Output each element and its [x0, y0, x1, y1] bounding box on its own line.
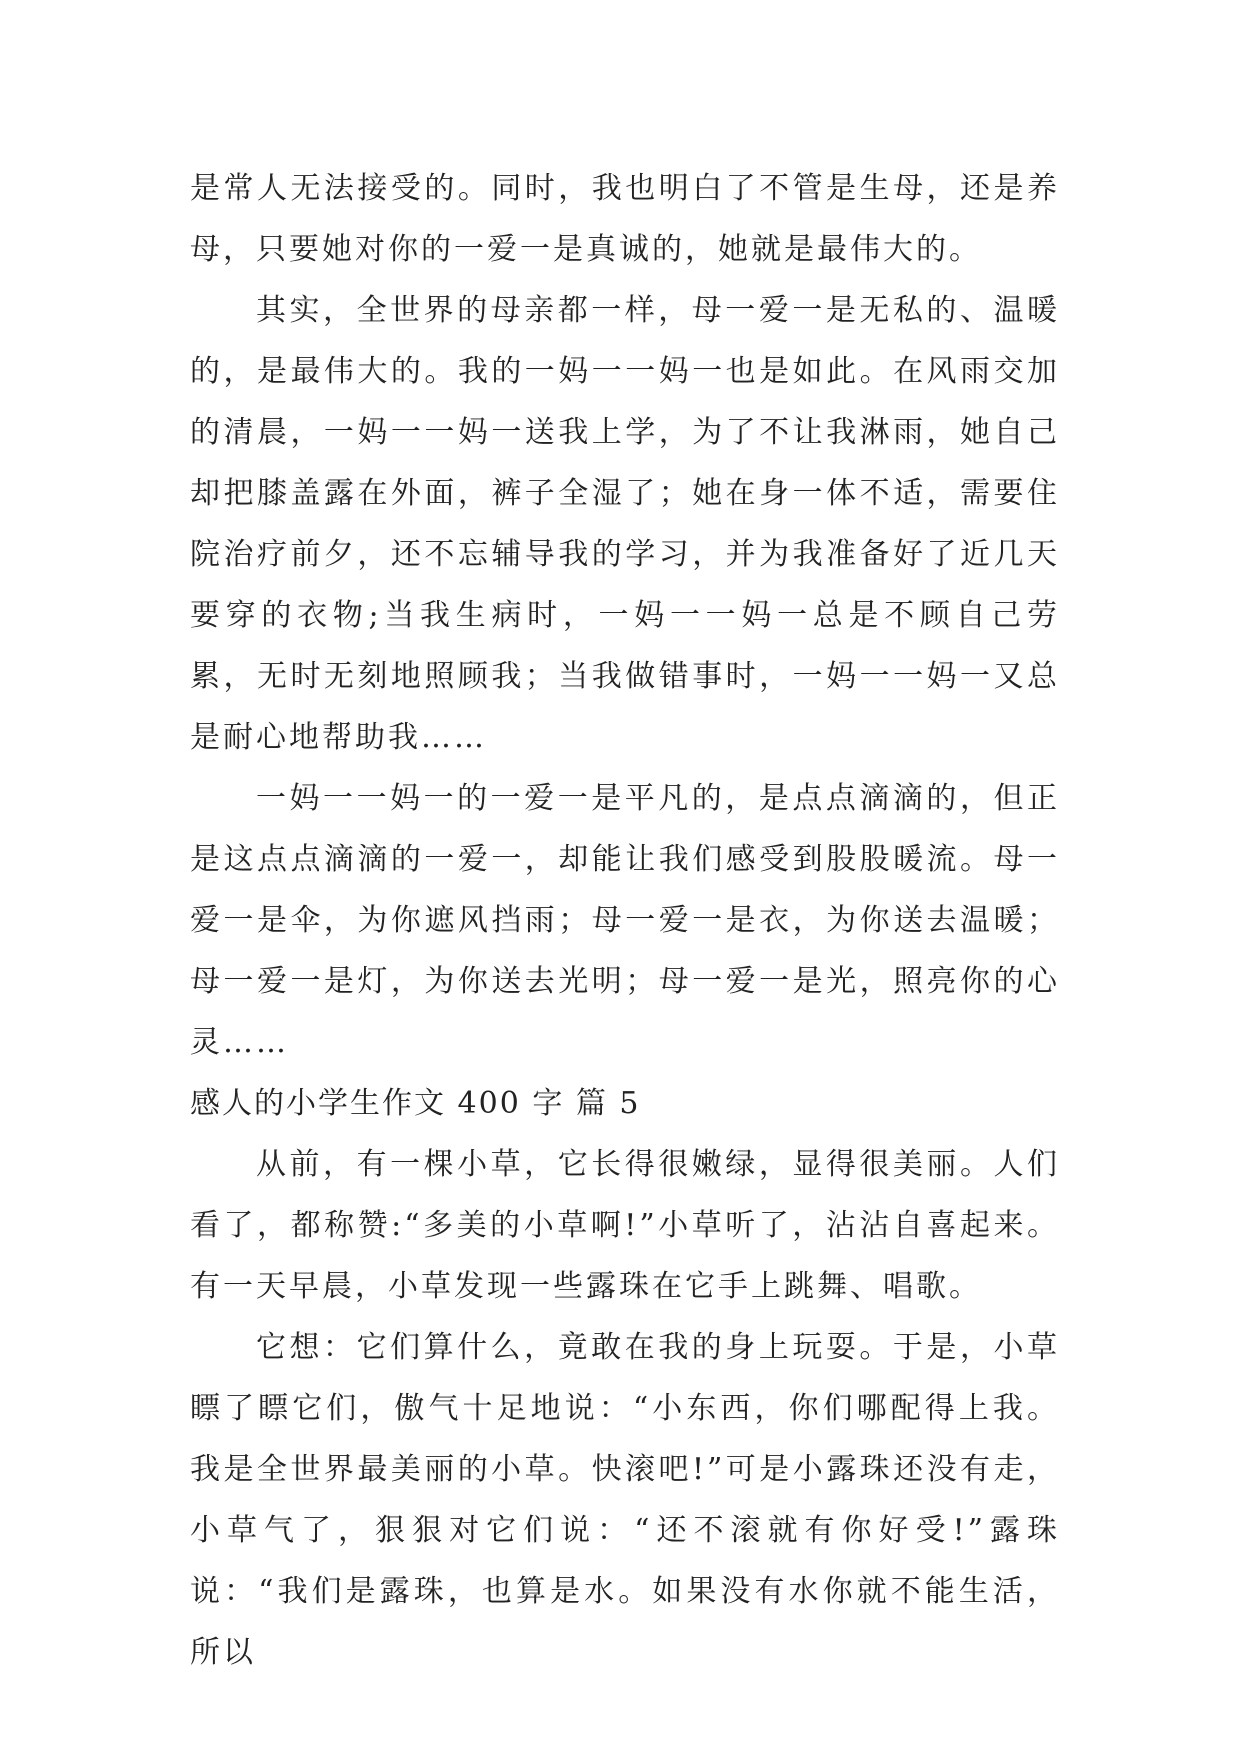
- document-body: [190, 158, 1060, 1683]
- paragraph-2: 其实，全世界的母亲都一样，母一爱一是无私的、温暖的，是最伟大的。我的一妈一一妈一也是如此。在风雨交加的清晨，一妈一一妈一送我上学，为了不让我淋雨，她自己却把膝盖露在外面，裤子全湿了；她在身一体不适，需要住院治疗前夕，还不忘辅导我的学习，并为我准备好了近几天要穿的衣物;当我生病时，一妈一一妈一总是不顾自己劳累，无时无刻地照顾我；当我做错事时，一妈一一妈一又总是耐心地帮助我……: [190, 293, 1060, 755]
- paragraph-4: 从前，有一棵小草，它长得很嫩绿，显得很美丽。人们看了，都称赞:“多美的小草啊!”小草听了，沾沾自喜起来。有一天早晨，小草发现一些露珠在它手上跳舞、唱歌。: [190, 1147, 1060, 1304]
- paragraph-1: 是常人无法接受的。同时，我也明白了不管是生母，还是养母，只要她对你的一爱一是真诚的，她就是最伟大的。: [190, 171, 1060, 267]
- paragraph-3: 一妈一一妈一的一爱一是平凡的，是点点滴滴的，但正是这点点滴滴的一爱一，却能让我们感受到股股暖流。母一爱一是伞，为你遮风挡雨；母一爱一是衣，为你送去温暖；母一爱一是灯，为你送去光明；母一爱一是光，照亮你的心灵……: [190, 781, 1060, 1060]
- paragraph-5: 它想：它们算什么，竟敢在我的身上玩耍。于是，小草瞟了瞟它们，傲气十足地说：“小东西，你们哪配得上我。我是全世界最美丽的小草。快滚吧!”可是小露珠还没有走，小草气了，狠狠对它们说：“还不滚就有你好受!”露珠说：“我们是露珠，也算是水。如果没有水你就不能生活，所以: [190, 1330, 1060, 1670]
- section-heading: 感人的小学生作文 400 字 篇 5: [190, 1086, 641, 1121]
